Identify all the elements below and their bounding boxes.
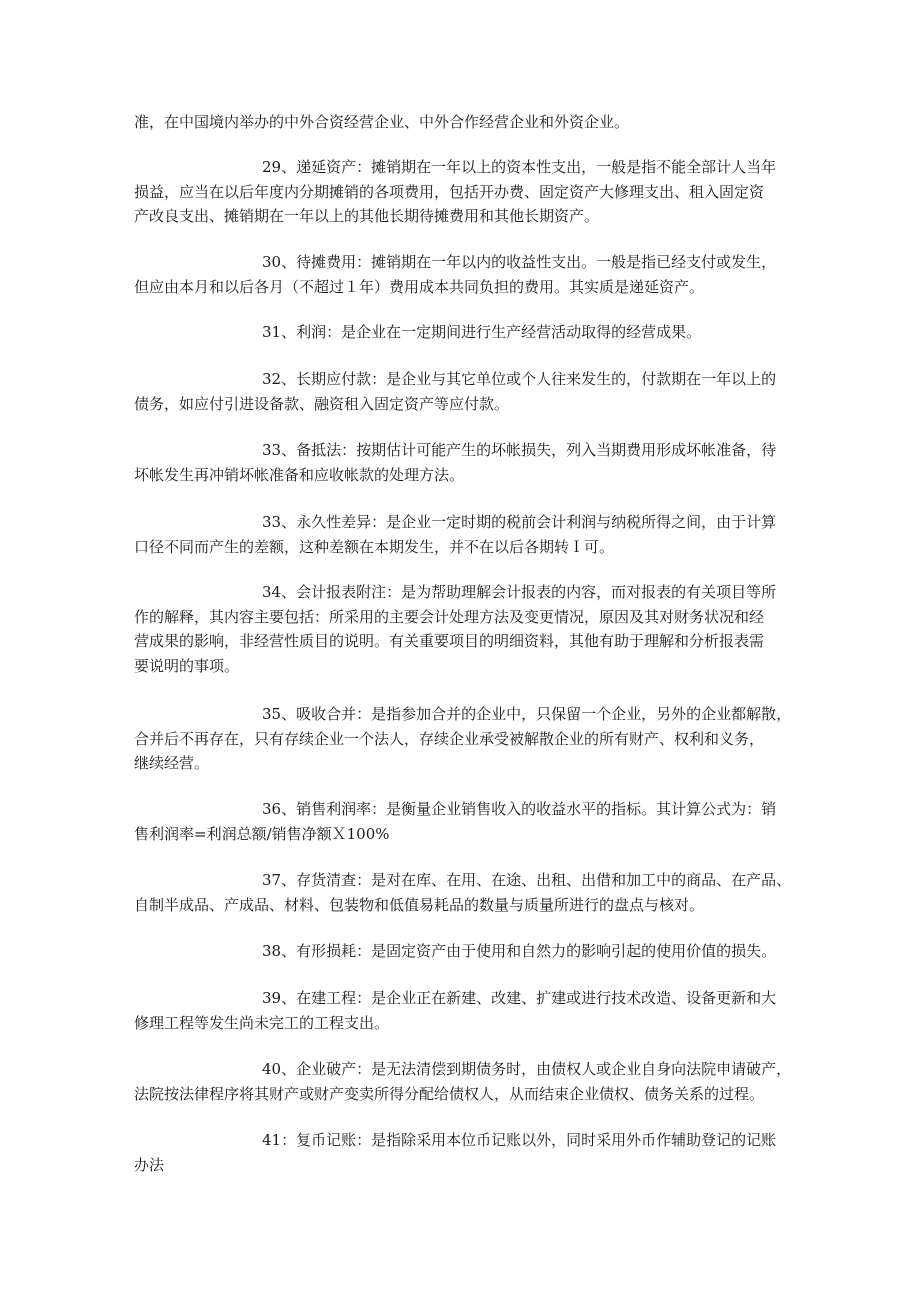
text-line: 损益，应当在以后年度内分期摊销的各项费用，包括开办费、固定资产大修理支出、租入固定资 [134,182,765,201]
text-line: 36、销售利润率：是衡量企业销售收入的收益水平的指标。其计算公式为：销 [262,800,777,818]
text-line: 法院按法律程序将其财产或财产变卖所得分配给债权人，从而结束企业债权、债务关系的过程。 [134,1084,765,1103]
text-line: 自制半成品、产成品、材料、包装物和低值易耗品的数量与质量所进行的盘点与核对。 [134,895,705,914]
paragraph-36-sales-profit-margin [134,797,794,846]
paragraph-35-merger-by-absorption [134,702,794,776]
text-line: 38、有形损耗：是固定资产由于使用和自然力的影响引起的使用价值的损失。 [262,942,777,960]
text-line: 营成果的影响，非经营性质目的说明。有关重要项目的明细资料，其他有助于理解和分析报表需 [134,632,765,650]
text-line: 35、吸收合并：是指参加合并的企业中，只保留一个企业，另外的企业都解散， [262,705,792,723]
text-line: 40、企业破产：是无法清偿到期债务时，由债权人或企业自身向法院申请破产， [262,1060,792,1078]
text-line: 修理工程等发生尚未完工的工程支出。 [134,1013,390,1032]
paragraph-29-deferred-assets [134,155,794,229]
text-line: 34、会计报表附注：是为帮助理解会计报表的内容，而对报表的有关项目等所 [262,583,777,601]
text-line: 33、永久性差异：是企业一定时期的税前会计利润与纳税所得之间，由于计算 [262,513,777,531]
text-line: 继续经营。 [134,754,210,772]
text-line: 33、备抵法：按期估计可能产生的坏帐损失，列入当期费用形成坏帐准备，待 [262,441,777,459]
paragraph-40-bankruptcy [134,1057,794,1106]
text-line: 30、待摊费用：摊销期在一年以内的收益性支出。一般是指已经支付或发生， [262,253,777,271]
paragraph-34-notes-to-statements [134,580,794,678]
text-line: 债务，如应付引进设备款、融资租入固定资产等应付款。 [134,394,510,413]
paragraph-39-construction-in-progress [134,986,794,1035]
text-line: 作的解释，其内容主要包括：所采用的主要会计处理方法及变更情况，原因及其对财务状况和经 [134,607,765,626]
paragraph-33-permanent-difference [134,510,794,559]
paragraph-30-prepaid-expenses [134,250,794,299]
text-line: 31、利润：是企业在一定期间进行生产经营活动取得的经营成果。 [262,323,702,341]
paragraph-28-continuation [134,110,794,135]
text-line: 29、递延资产：摊销期在一年以上的资本性支出，一般是指不能全部计人当年 [262,158,777,176]
text-line: 售利润率=利润总额/销售净额Ｘ100% [134,824,390,843]
paragraph-38-physical-depreciation [134,939,794,964]
paragraph-33-allowance-method [134,438,794,487]
text-line: 37、存货清查：是对在库、在用、在途、出租、出借和加工中的商品、在产品、 [262,871,792,889]
text-line: 办法 [134,1155,165,1174]
text-line: 产改良支出、摊销期在一年以上的其他长期待摊费用和其他长期资产。 [134,207,600,225]
paragraph-31-profit [134,320,794,345]
text-line: 坏帐发生再冲销坏帐准备和应收帐款的处理方法。 [134,465,465,484]
text-line: 口径不同而产生的差额，这种差额在本期发生，并不在以后各期转Ｉ可。 [134,537,615,556]
text-line: 合并后不再存在，只有存续企业一个法人，存续企业承受被解散企业的所有财产、权利和义务， [134,729,765,748]
text-line: 32、长期应付款：是企业与其它单位或个人往来发生的，付款期在一年以上的 [262,370,777,388]
text-line: 41：复币记账：是指除采用本位币记账以外，同时采用外币作辅助登记的记账 [262,1131,777,1149]
paragraph-41-dual-currency-bookkeeping [134,1128,794,1177]
text-line: 但应由本月和以后各月（不超过１年）费用成本共同负担的费用。其实质是递延资产。 [134,277,705,296]
text-line: 要说明的事项。 [134,656,240,675]
text-line: 39、在建工程：是企业正在新建、改建、扩建或进行技术改造、设备更新和大 [262,989,777,1007]
text-line: 准，在中国境内举办的中外合资经营企业、中外合作经营企业和外资企业。 [134,113,630,131]
paragraph-37-inventory-count [134,868,794,917]
paragraph-32-long-term-payables [134,367,794,416]
